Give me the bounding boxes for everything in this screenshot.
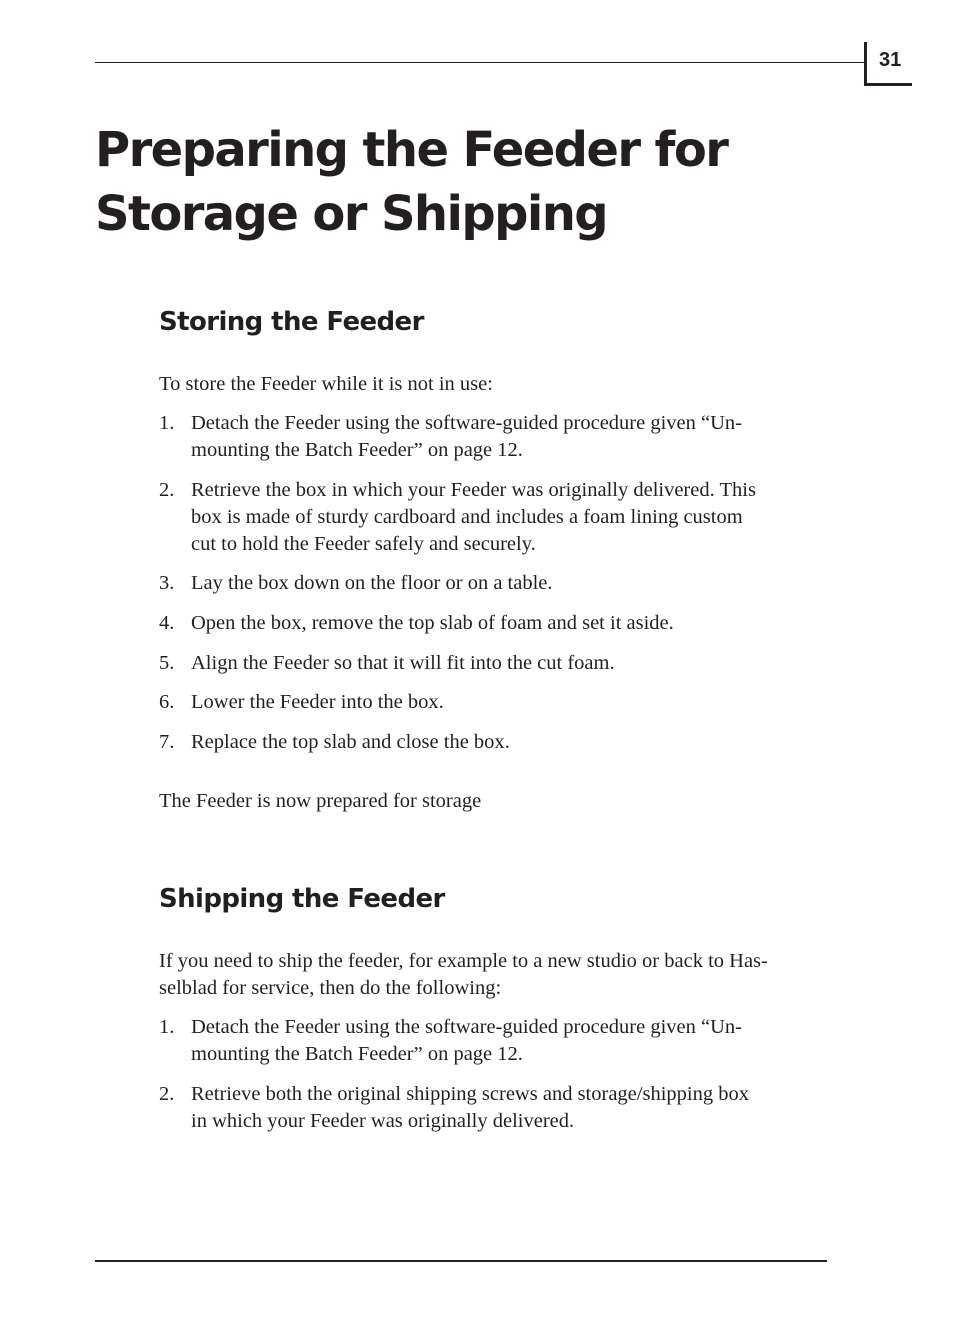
storing-step bbox=[159, 729, 829, 756]
step-text-line: box is made of sturdy cardboard and includes a foam lining custom bbox=[191, 506, 743, 528]
step-text-line: Detach the Feeder using the software-guided procedure given “Un- bbox=[191, 412, 743, 434]
step-text-line: Lay the box down on the floor or on a table. bbox=[191, 572, 553, 594]
chapter-title-line-1: Preparing the Feeder for bbox=[95, 122, 728, 178]
step-text-line: cut to hold the Feeder safely and securely. bbox=[191, 533, 536, 555]
storing-step bbox=[159, 650, 829, 677]
step-text-line: mounting the Batch Feeder” on page 12. bbox=[191, 1043, 523, 1065]
chapter-title-line-2: Storage or Shipping bbox=[95, 186, 608, 242]
step-number: 7. bbox=[159, 731, 175, 753]
step-number: 1. bbox=[159, 1016, 175, 1038]
step-text-line: Retrieve the box in which your Feeder was originally delivered. This bbox=[191, 479, 756, 501]
shipping-intro bbox=[159, 948, 829, 1002]
header-rule bbox=[95, 62, 865, 63]
step-number: 6. bbox=[159, 691, 175, 713]
step-text-line: Retrieve both the original shipping screws and storage/shipping box bbox=[191, 1083, 749, 1105]
shipping-step bbox=[159, 1081, 829, 1135]
shipping-intro-line: If you need to ship the feeder, for example to a new studio or back to Has- bbox=[159, 950, 768, 972]
shipping-step bbox=[159, 1014, 829, 1068]
footer-rule bbox=[95, 1260, 827, 1262]
storing-step bbox=[159, 689, 829, 716]
step-text-line: Detach the Feeder using the software-guided procedure given “Un- bbox=[191, 1016, 743, 1038]
storing-intro: To store the Feeder while it is not in use: bbox=[159, 373, 493, 395]
shipping-heading: Shipping the Feeder bbox=[159, 884, 445, 914]
step-number: 4. bbox=[159, 612, 175, 634]
step-text-line: Replace the top slab and close the box. bbox=[191, 731, 510, 753]
step-number: 3. bbox=[159, 572, 175, 594]
storing-step bbox=[159, 610, 829, 637]
shipping-intro-line: selblad for service, then do the following: bbox=[159, 977, 502, 999]
storing-step bbox=[159, 570, 829, 597]
step-text-line: Lower the Feeder into the box. bbox=[191, 691, 444, 713]
step-text-line: Align the Feeder so that it will fit into the cut foam. bbox=[191, 652, 615, 674]
storing-outro: The Feeder is now prepared for storage bbox=[159, 790, 482, 812]
page-number: 31 bbox=[879, 49, 902, 71]
storing-step bbox=[159, 410, 829, 464]
chapter-title bbox=[95, 118, 855, 246]
step-text-line: Open the box, remove the top slab of foam and set it aside. bbox=[191, 612, 674, 634]
step-number: 2. bbox=[159, 479, 175, 501]
step-number: 5. bbox=[159, 652, 175, 674]
step-text-line: mounting the Batch Feeder” on page 12. bbox=[191, 439, 523, 461]
step-text-line: in which your Feeder was originally delivered. bbox=[191, 1110, 575, 1132]
storing-step bbox=[159, 477, 829, 558]
step-number: 1. bbox=[159, 412, 175, 434]
storing-heading: Storing the Feeder bbox=[159, 307, 424, 337]
step-number: 2. bbox=[159, 1083, 175, 1105]
